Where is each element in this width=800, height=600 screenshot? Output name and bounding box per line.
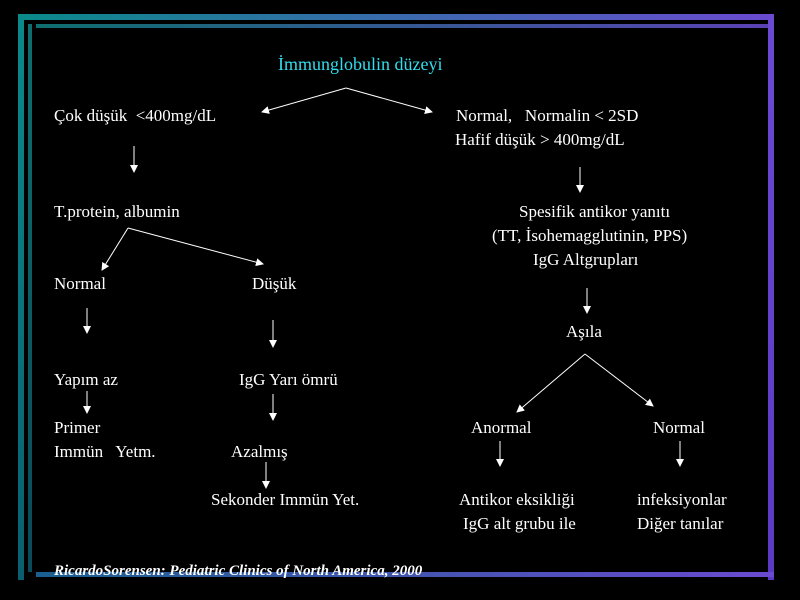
node-primer-line1: Primer	[54, 418, 101, 437]
node-abnormal: Anormal	[471, 418, 532, 437]
node-antibody-line2: IgG alt grubu ile	[463, 514, 576, 533]
node-vaccinate: Aşıla	[566, 322, 602, 341]
node-specific-line2: (TT, İsohemagglutinin, PPS)	[492, 226, 688, 245]
node-specific-line1: Spesifik antikor yanıtı	[519, 202, 671, 221]
node-infections-line1: infeksiyonlar	[637, 490, 727, 509]
arrow-tprotein-to-low	[128, 228, 263, 264]
node-primer-line2: Immün Yetm.	[54, 442, 156, 461]
node-reduced: Azalmış	[231, 442, 288, 461]
arrow-title-to-verylow	[262, 88, 346, 112]
citation: RicardoSorensen: Pediatric Clinics of North America, 2000	[54, 563, 423, 579]
node-specific-line3: IgG Altgrupları	[533, 250, 639, 269]
node-infections-line2: Diğer tanılar	[637, 514, 724, 533]
node-normal-line1: Normal, Normalin < 2SD	[456, 106, 639, 125]
node-antibody-line1: Antikor eksikliği	[459, 490, 575, 509]
node-low: Düşük	[252, 274, 297, 293]
node-right-normal: Normal	[653, 418, 705, 437]
arrow-vaccinate-to-abnormal	[517, 354, 585, 412]
node-igg-halflife: IgG Yarı ömrü	[239, 370, 338, 389]
node-tprotein: T.protein, albumin	[54, 202, 180, 221]
arrow-title-to-normal	[346, 88, 432, 112]
node-secondary: Sekonder Immün Yet.	[211, 490, 360, 509]
node-normal-line2: Hafif düşük > 400mg/dL	[455, 130, 625, 149]
node-production: Yapım az	[54, 370, 118, 389]
node-very-low: Çok düşük <400mg/dL	[54, 106, 217, 125]
arrow-vaccinate-to-normal	[585, 354, 653, 406]
node-left-normal: Normal	[54, 274, 106, 293]
arrow-tprotein-to-normal	[102, 228, 128, 270]
diagram-title: İmmunglobulin düzeyi	[278, 54, 443, 74]
